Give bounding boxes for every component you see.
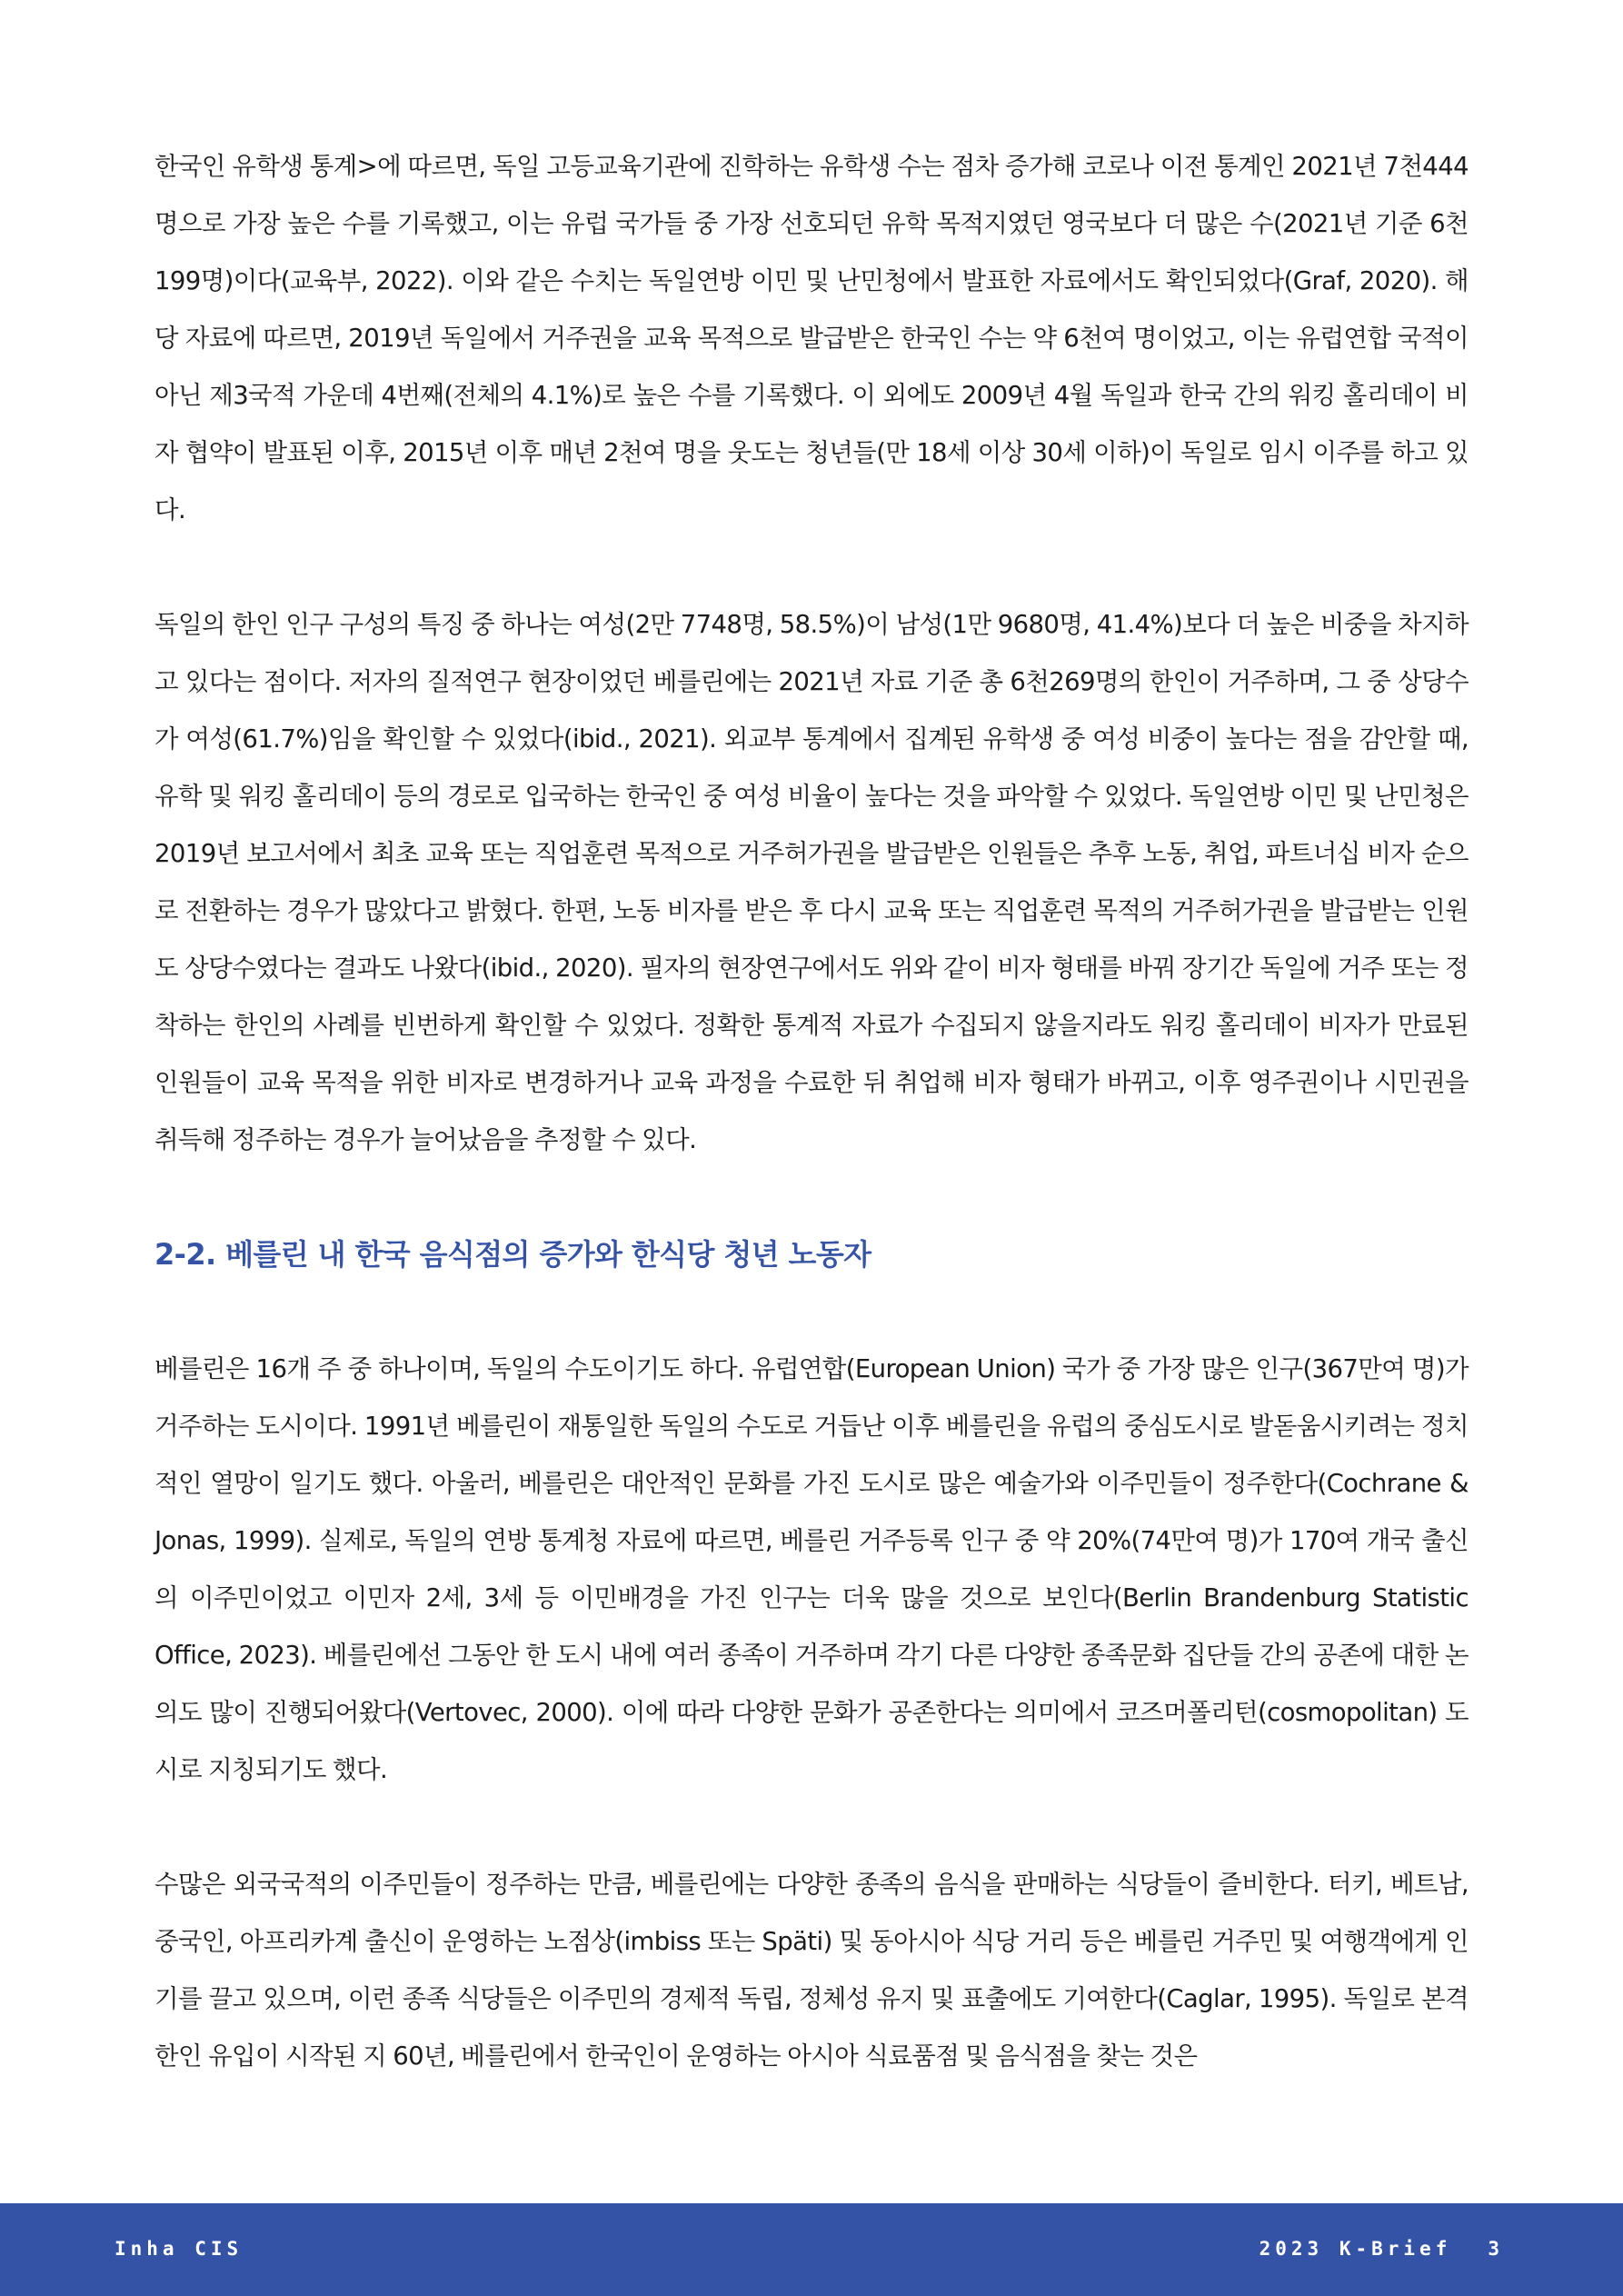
page-content xyxy=(154,138,1469,2085)
body-paragraph: 한국인 유학생 통계>에 따르면, 독일 고등교육기관에 진학하는 유학생 수는 점차 증가해 코로나 이전 통계인 2021년 7천444명으로 가장 높은 수를 기록했고, 이는 유럽 국가들 중 가장 선호되던 유학 목적지였던 영국보다 더 많은 수(2021년 기준 6천199명)이다(교육부, 2022). 이와 같은 수치는 독일연방 이민 및 난민청에서 발표한 자료에서도 확인되었다(Graf, 2020). 해당 자료에 따르면, 2019년 독일에서 거주권을 교육 목적으로 발급받은 한국인 수는 약 6천여 명이었고, 이는 유럽연합 국적이 아닌 제3국적 가운데 4번째(전체의 4.1%)로 높은 수를 기록했다. 이 외에도 2009년 4월 독일과 한국 간의 워킹 홀리데이 비자 협약이 발표된 이후, 2015년 이후 매년 2천여 명을 웃도는 청년들(만 18세 이상 30세 이하)이 독일로 임시 이주를 하고 있다. xyxy=(154,152,1469,524)
body-paragraph: 수많은 외국국적의 이주민들이 정주하는 만큼, 베를린에는 다양한 종족의 음식을 판매하는 식당들이 즐비한다. 터키, 베트남, 중국인, 아프리카계 출신이 운영하는 노점상(imbiss 또는 Späti) 및 동아시아 식당 거리 등은 베를린 거주민 및 여행객에게 인기를 끌고 있으며, 이런 종족 식당들은 이주민의 경제적 독립, 정체성 유지 및 표출에도 기여한다(Caglar, 1995). 독일로 본격 한인 유입이 시작된 지 60년, 베를린에서 한국인이 운영하는 아시아 식료품점 및 음식점을 찾는 것은 xyxy=(154,1870,1469,2071)
page-number: 3 xyxy=(1488,2238,1504,2260)
section-heading: 2-2. 베를린 내 한국 음식점의 증가와 한식당 청년 노동자 xyxy=(154,1237,871,1272)
footer-series-label: 2023 K-Brief xyxy=(1259,2238,1452,2260)
page-footer xyxy=(0,2203,1623,2296)
footer-issue xyxy=(1260,2238,1504,2260)
body-paragraph: 독일의 한인 인구 구성의 특징 중 하나는 여성(2만 7748명, 58.5%)이 남성(1만 9680명, 41.4%)보다 더 높은 비중을 차지하고 있다는 점이다. 저자의 질적연구 현장이었던 베를린에는 2021년 자료 기준 총 6천269명의 한인이 거주하며, 그 중 상당수가 여성(61.7%)임을 확인할 수 있었다(ibid., 2021). 외교부 통계에서 집계된 유학생 중 여성 비중이 높다는 점을 감안할 때, 유학 및 워킹 홀리데이 등의 경로로 입국하는 한국인 중 여성 비율이 높다는 것을 파악할 수 있었다. 독일연방 이민 및 난민청은 2019년 보고서에서 최초 교육 또는 직업훈련 목적으로 거주허가권을 발급받은 인원들은 추후 노동, 취업, 파트너십 비자 순으로 전환하는 경우가 많았다고 밝혔다. 한편, 노동 비자를 받은 후 다시 교육 또는 직업훈련 목적의 거주허가권을 발급받는 인원도 상당수였다는 결과도 나왔다(ibid., 2020). 필자의 현장연구에서도 위와 같이 비자 형태를 바꿔 장기간 독일에 거주 또는 정착하는 한인의 사례를 빈번하게 확인할 수 있었다. 정확한 통계적 자료가 수집되지 않을지라도 워킹 홀리데이 비자가 만료된 인원들이 교육 목적을 위한 비자로 변경하거나 교육 과정을 수료한 뒤 취업해 비자 형태가 바뀌고, 이후 영주권이나 시민권을 취득해 정주하는 경우가 늘어났음을 추정할 수 있다. xyxy=(154,610,1469,1154)
paragraph-spacer xyxy=(154,539,1469,596)
paragraph-spacer xyxy=(154,1283,1469,1341)
paragraph-spacer xyxy=(154,1799,1469,1856)
body-paragraph: 베를린은 16개 주 중 하나이며, 독일의 수도이기도 하다. 유럽연합(European Union) 국가 중 가장 많은 인구(367만여 명)가 거주하는 도시이다. 1991년 베를린이 재통일한 독일의 수도로 거듭난 이후 베를린을 유럽의 중심도시로 발돋움시키려는 정치적인 열망이 일기도 했다. 아울러, 베를린은 대안적인 문화를 가진 도시로 많은 예술가와 이주민들이 정주한다(Cochrane & Jonas, 1999). 실제로, 독일의 연방 통계청 자료에 따르면, 베를린 거주등록 인구 중 약 20%(74만여 명)가 170여 개국 출신의 이주민이었고 이민자 2세, 3세 등 이민배경을 가진 인구는 더욱 많을 것으로 보인다(Berlin Brandenburg Statistic Office, 2023). 베를린에선 그동안 한 도시 내에 여러 종족이 거주하며 각기 다른 다양한 종족문화 집단들 간의 공존에 대한 논의도 많이 진행되어왔다(Vertovec, 2000). 이에 따라 다양한 문화가 공존한다는 의미에서 코즈머폴리턴(cosmopolitan) 도시로 지칭되기도 했다. xyxy=(154,1354,1469,1784)
paragraph-spacer xyxy=(154,1169,1469,1226)
footer-publisher: Inha CIS xyxy=(115,2238,244,2260)
